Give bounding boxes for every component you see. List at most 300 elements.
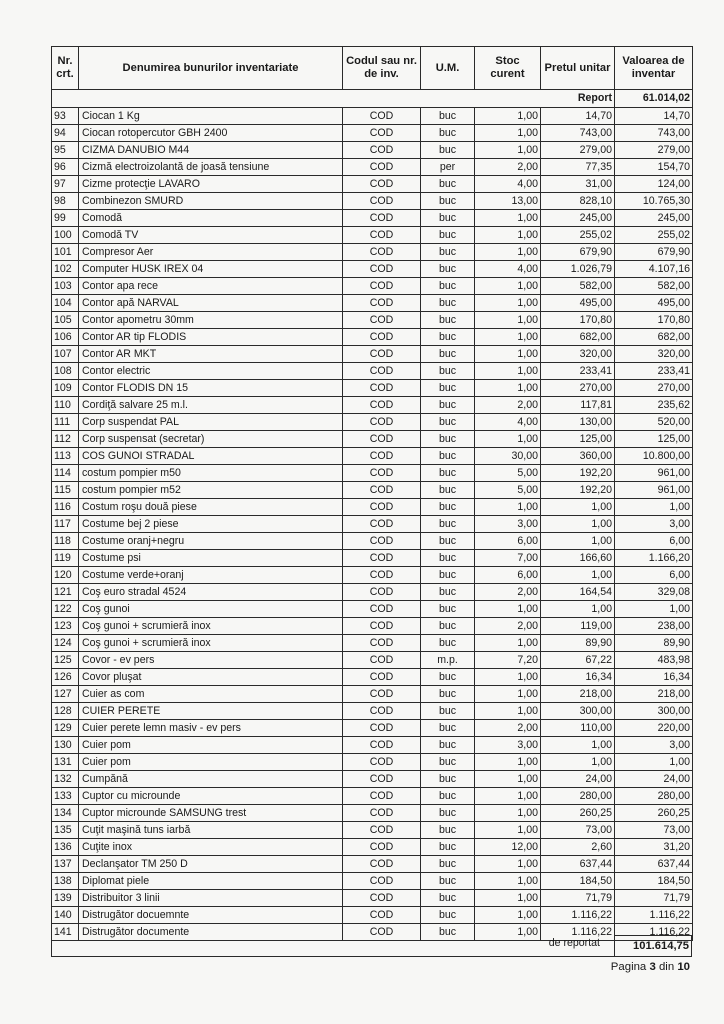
table-row bbox=[52, 839, 693, 856]
table-row bbox=[52, 397, 693, 414]
row-um: buc bbox=[421, 533, 475, 550]
row-valoare: 320,00 bbox=[615, 346, 693, 363]
row-pret: 125,00 bbox=[541, 431, 615, 448]
row-pret: 280,00 bbox=[541, 788, 615, 805]
table-row bbox=[52, 652, 693, 669]
row-denumire: Covor - ev pers bbox=[79, 652, 343, 669]
row-valoare: 238,00 bbox=[615, 618, 693, 635]
row-nr: 120 bbox=[52, 567, 79, 584]
row-nr: 102 bbox=[52, 261, 79, 278]
page-total: 10 bbox=[677, 961, 690, 973]
row-valoare: 124,00 bbox=[615, 176, 693, 193]
row-valoare: 961,00 bbox=[615, 465, 693, 482]
row-denumire: Contor apă NARVAL bbox=[79, 295, 343, 312]
header-um: U.M. bbox=[421, 47, 475, 90]
row-pret: 166,60 bbox=[541, 550, 615, 567]
table-row bbox=[52, 873, 693, 890]
row-um: buc bbox=[421, 686, 475, 703]
row-denumire: Declanşator TM 250 D bbox=[79, 856, 343, 873]
table-row bbox=[52, 278, 693, 295]
table-row bbox=[52, 346, 693, 363]
row-denumire: Cuţit maşină tuns iarbă bbox=[79, 822, 343, 839]
row-cod: COD bbox=[343, 635, 421, 652]
row-cod: COD bbox=[343, 482, 421, 499]
row-denumire: Cuier as com bbox=[79, 686, 343, 703]
row-cod: COD bbox=[343, 618, 421, 635]
row-valoare: 10.800,00 bbox=[615, 448, 693, 465]
row-stoc: 1,00 bbox=[475, 907, 541, 924]
row-um: buc bbox=[421, 635, 475, 652]
row-cod: COD bbox=[343, 380, 421, 397]
table-row bbox=[52, 754, 693, 771]
row-denumire: Cuţite inox bbox=[79, 839, 343, 856]
row-nr: 93 bbox=[52, 108, 79, 125]
row-denumire: Cizme protecţie LAVARO bbox=[79, 176, 343, 193]
page-current: 3 bbox=[649, 961, 656, 973]
row-stoc: 7,00 bbox=[475, 550, 541, 567]
row-nr: 124 bbox=[52, 635, 79, 652]
row-stoc: 1,00 bbox=[475, 346, 541, 363]
row-valoare: 71,79 bbox=[615, 890, 693, 907]
row-um: buc bbox=[421, 567, 475, 584]
row-stoc: 1,00 bbox=[475, 754, 541, 771]
row-um: buc bbox=[421, 278, 475, 295]
table-row bbox=[52, 193, 693, 210]
row-stoc: 30,00 bbox=[475, 448, 541, 465]
table-row bbox=[52, 431, 693, 448]
row-stoc: 1,00 bbox=[475, 244, 541, 261]
row-cod: COD bbox=[343, 771, 421, 788]
row-stoc: 1,00 bbox=[475, 312, 541, 329]
row-pret: 192,20 bbox=[541, 465, 615, 482]
row-cod: COD bbox=[343, 822, 421, 839]
table-row bbox=[52, 584, 693, 601]
row-denumire: Cuier pom bbox=[79, 754, 343, 771]
row-valoare: 245,00 bbox=[615, 210, 693, 227]
row-pret: 1,00 bbox=[541, 499, 615, 516]
table-row bbox=[52, 737, 693, 754]
row-stoc: 4,00 bbox=[475, 261, 541, 278]
inventory-sheet bbox=[51, 46, 692, 941]
row-nr: 119 bbox=[52, 550, 79, 567]
row-denumire: Cizmă electroizolantă de joasă tensiune bbox=[79, 159, 343, 176]
row-nr: 122 bbox=[52, 601, 79, 618]
row-pret: 117,81 bbox=[541, 397, 615, 414]
row-denumire: costum pompier m50 bbox=[79, 465, 343, 482]
row-denumire: Contor AR MKT bbox=[79, 346, 343, 363]
row-cod: COD bbox=[343, 856, 421, 873]
table-row bbox=[52, 227, 693, 244]
row-valoare: 24,00 bbox=[615, 771, 693, 788]
row-um: m.p. bbox=[421, 652, 475, 669]
row-denumire: Computer HUSK IREX 04 bbox=[79, 261, 343, 278]
row-pret: 130,00 bbox=[541, 414, 615, 431]
table-row bbox=[52, 125, 693, 142]
row-stoc: 3,00 bbox=[475, 737, 541, 754]
row-um: buc bbox=[421, 397, 475, 414]
table-row bbox=[52, 465, 693, 482]
row-stoc: 1,00 bbox=[475, 788, 541, 805]
row-um: buc bbox=[421, 924, 475, 941]
row-um: buc bbox=[421, 431, 475, 448]
row-pret: 89,90 bbox=[541, 635, 615, 652]
row-nr: 106 bbox=[52, 329, 79, 346]
row-valoare: 1,00 bbox=[615, 499, 693, 516]
row-stoc: 1,00 bbox=[475, 771, 541, 788]
row-um: buc bbox=[421, 788, 475, 805]
row-pret: 16,34 bbox=[541, 669, 615, 686]
row-um: buc bbox=[421, 703, 475, 720]
row-cod: COD bbox=[343, 210, 421, 227]
row-um: buc bbox=[421, 737, 475, 754]
row-nr: 114 bbox=[52, 465, 79, 482]
row-nr: 141 bbox=[52, 924, 79, 941]
row-valoare: 1.166,20 bbox=[615, 550, 693, 567]
row-pret: 300,00 bbox=[541, 703, 615, 720]
row-cod: COD bbox=[343, 669, 421, 686]
row-valoare: 743,00 bbox=[615, 125, 693, 142]
row-nr: 111 bbox=[52, 414, 79, 431]
row-valoare: 270,00 bbox=[615, 380, 693, 397]
row-um: buc bbox=[421, 601, 475, 618]
row-cod: COD bbox=[343, 363, 421, 380]
row-nr: 127 bbox=[52, 686, 79, 703]
header-pret: Pretul unitar bbox=[541, 47, 615, 90]
row-um: buc bbox=[421, 754, 475, 771]
header-valoare: Valoarea de inventar bbox=[615, 47, 693, 90]
header-denumire: Denumirea bunurilor inventariate bbox=[79, 47, 343, 90]
table-row bbox=[52, 108, 693, 125]
row-cod: COD bbox=[343, 516, 421, 533]
row-stoc: 6,00 bbox=[475, 567, 541, 584]
row-nr: 99 bbox=[52, 210, 79, 227]
row-pret: 255,02 bbox=[541, 227, 615, 244]
row-um: buc bbox=[421, 346, 475, 363]
row-stoc: 1,00 bbox=[475, 295, 541, 312]
row-pret: 110,00 bbox=[541, 720, 615, 737]
row-um: buc bbox=[421, 516, 475, 533]
row-pret: 24,00 bbox=[541, 771, 615, 788]
row-um: buc bbox=[421, 669, 475, 686]
row-cod: COD bbox=[343, 499, 421, 516]
row-denumire: Cumpănă bbox=[79, 771, 343, 788]
row-nr: 133 bbox=[52, 788, 79, 805]
row-valoare: 637,44 bbox=[615, 856, 693, 873]
row-um: buc bbox=[421, 771, 475, 788]
row-cod: COD bbox=[343, 873, 421, 890]
row-nr: 121 bbox=[52, 584, 79, 601]
row-cod: COD bbox=[343, 703, 421, 720]
row-um: buc bbox=[421, 295, 475, 312]
de-reportat-value: 101.614,75 bbox=[614, 935, 692, 957]
row-stoc: 13,00 bbox=[475, 193, 541, 210]
row-stoc: 1,00 bbox=[475, 805, 541, 822]
row-pret: 1,00 bbox=[541, 601, 615, 618]
row-valoare: 679,90 bbox=[615, 244, 693, 261]
row-um: buc bbox=[421, 856, 475, 873]
row-pret: 73,00 bbox=[541, 822, 615, 839]
table-row bbox=[52, 533, 693, 550]
table-row bbox=[52, 669, 693, 686]
table-footer bbox=[51, 935, 692, 958]
row-cod: COD bbox=[343, 431, 421, 448]
row-um: buc bbox=[421, 482, 475, 499]
row-stoc: 1,00 bbox=[475, 686, 541, 703]
row-nr: 101 bbox=[52, 244, 79, 261]
table-header-row bbox=[52, 47, 693, 90]
row-denumire: Distribuitor 3 linii bbox=[79, 890, 343, 907]
row-valoare: 280,00 bbox=[615, 788, 693, 805]
row-valoare: 235,62 bbox=[615, 397, 693, 414]
page-label: Pagina bbox=[610, 961, 647, 973]
row-pret: 31,00 bbox=[541, 176, 615, 193]
row-pret: 164,54 bbox=[541, 584, 615, 601]
row-nr: 95 bbox=[52, 142, 79, 159]
row-stoc: 1,00 bbox=[475, 227, 541, 244]
row-um: buc bbox=[421, 363, 475, 380]
row-pret: 679,90 bbox=[541, 244, 615, 261]
row-pret: 1,00 bbox=[541, 516, 615, 533]
row-nr: 109 bbox=[52, 380, 79, 397]
row-um: buc bbox=[421, 261, 475, 278]
row-stoc: 1,00 bbox=[475, 431, 541, 448]
row-valoare: 89,90 bbox=[615, 635, 693, 652]
row-um: buc bbox=[421, 839, 475, 856]
row-pret: 170,80 bbox=[541, 312, 615, 329]
row-denumire: Costume bej 2 piese bbox=[79, 516, 343, 533]
row-stoc: 6,00 bbox=[475, 533, 541, 550]
row-um: buc bbox=[421, 890, 475, 907]
page-of: din bbox=[658, 961, 675, 973]
row-nr: 94 bbox=[52, 125, 79, 142]
row-stoc: 2,00 bbox=[475, 397, 541, 414]
row-nr: 113 bbox=[52, 448, 79, 465]
row-valoare: 6,00 bbox=[615, 567, 693, 584]
row-um: buc bbox=[421, 380, 475, 397]
row-pret: 1,00 bbox=[541, 754, 615, 771]
row-valoare: 184,50 bbox=[615, 873, 693, 890]
row-cod: COD bbox=[343, 890, 421, 907]
row-valoare: 582,00 bbox=[615, 278, 693, 295]
row-stoc: 2,00 bbox=[475, 159, 541, 176]
table-row bbox=[52, 890, 693, 907]
row-um: buc bbox=[421, 618, 475, 635]
row-pret: 1,00 bbox=[541, 533, 615, 550]
row-denumire: Cuptor microunde SAMSUNG trest bbox=[79, 805, 343, 822]
row-nr: 115 bbox=[52, 482, 79, 499]
row-denumire: Covor pluşat bbox=[79, 669, 343, 686]
row-cod: COD bbox=[343, 125, 421, 142]
row-valoare: 1,00 bbox=[615, 754, 693, 771]
row-cod: COD bbox=[343, 686, 421, 703]
row-pret: 1,00 bbox=[541, 737, 615, 754]
row-pret: 14,70 bbox=[541, 108, 615, 125]
row-um: buc bbox=[421, 499, 475, 516]
row-um: buc bbox=[421, 142, 475, 159]
row-valoare: 218,00 bbox=[615, 686, 693, 703]
row-pret: 192,20 bbox=[541, 482, 615, 499]
row-um: buc bbox=[421, 873, 475, 890]
row-nr: 100 bbox=[52, 227, 79, 244]
row-um: buc bbox=[421, 244, 475, 261]
row-um: buc bbox=[421, 822, 475, 839]
row-um: buc bbox=[421, 414, 475, 431]
row-valoare: 300,00 bbox=[615, 703, 693, 720]
table-row bbox=[52, 856, 693, 873]
row-denumire: Comodă bbox=[79, 210, 343, 227]
table-row bbox=[52, 822, 693, 839]
row-nr: 125 bbox=[52, 652, 79, 669]
report-label: Report bbox=[541, 90, 615, 108]
row-denumire: Corp suspensat (secretar) bbox=[79, 431, 343, 448]
row-pret: 828,10 bbox=[541, 193, 615, 210]
table-row bbox=[52, 601, 693, 618]
row-stoc: 12,00 bbox=[475, 839, 541, 856]
row-denumire: Diplomat piele bbox=[79, 873, 343, 890]
inventory-table bbox=[51, 46, 693, 941]
row-pret: 260,25 bbox=[541, 805, 615, 822]
row-stoc: 1,00 bbox=[475, 108, 541, 125]
row-stoc: 1,00 bbox=[475, 873, 541, 890]
row-stoc: 1,00 bbox=[475, 924, 541, 941]
row-cod: COD bbox=[343, 788, 421, 805]
row-stoc: 1,00 bbox=[475, 380, 541, 397]
row-nr: 117 bbox=[52, 516, 79, 533]
row-pret: 360,00 bbox=[541, 448, 615, 465]
row-um: buc bbox=[421, 193, 475, 210]
row-nr: 136 bbox=[52, 839, 79, 856]
row-cod: COD bbox=[343, 550, 421, 567]
row-um: buc bbox=[421, 108, 475, 125]
row-stoc: 1,00 bbox=[475, 856, 541, 873]
row-denumire: Cuier perete lemn masiv - ev pers bbox=[79, 720, 343, 737]
row-pret: 1.116,22 bbox=[541, 924, 615, 941]
table-row bbox=[52, 618, 693, 635]
table-row bbox=[52, 414, 693, 431]
table-row bbox=[52, 363, 693, 380]
row-denumire: Distrugător documente bbox=[79, 924, 343, 941]
row-denumire: Comodă TV bbox=[79, 227, 343, 244]
row-cod: COD bbox=[343, 907, 421, 924]
row-denumire: Compresor Aer bbox=[79, 244, 343, 261]
row-stoc: 1,00 bbox=[475, 329, 541, 346]
row-denumire: Coş gunoi bbox=[79, 601, 343, 618]
table-row bbox=[52, 482, 693, 499]
row-denumire: costum pompier m52 bbox=[79, 482, 343, 499]
row-um: buc bbox=[421, 329, 475, 346]
row-denumire: Cordiţă salvare 25 m.l. bbox=[79, 397, 343, 414]
row-stoc: 2,00 bbox=[475, 618, 541, 635]
table-row bbox=[52, 805, 693, 822]
table-row bbox=[52, 448, 693, 465]
row-denumire: Contor apa rece bbox=[79, 278, 343, 295]
row-cod: COD bbox=[343, 533, 421, 550]
row-pret: 1.026,79 bbox=[541, 261, 615, 278]
row-nr: 137 bbox=[52, 856, 79, 873]
row-denumire: Coş euro stradal 4524 bbox=[79, 584, 343, 601]
row-valoare: 1.116,22 bbox=[615, 924, 693, 941]
row-nr: 110 bbox=[52, 397, 79, 414]
row-denumire: Contor electric bbox=[79, 363, 343, 380]
row-pret: 233,41 bbox=[541, 363, 615, 380]
table-row bbox=[52, 686, 693, 703]
row-valoare: 6,00 bbox=[615, 533, 693, 550]
row-stoc: 1,00 bbox=[475, 601, 541, 618]
row-cod: COD bbox=[343, 567, 421, 584]
row-denumire: Contor FLODIS DN 15 bbox=[79, 380, 343, 397]
row-pret: 71,79 bbox=[541, 890, 615, 907]
row-denumire: Cuptor cu microunde bbox=[79, 788, 343, 805]
row-pret: 245,00 bbox=[541, 210, 615, 227]
table-row bbox=[52, 771, 693, 788]
row-valoare: 3,00 bbox=[615, 737, 693, 754]
row-denumire: Ciocan 1 Kg bbox=[79, 108, 343, 125]
row-cod: COD bbox=[343, 720, 421, 737]
row-stoc: 1,00 bbox=[475, 890, 541, 907]
row-pret: 495,00 bbox=[541, 295, 615, 312]
header-stoc: Stoc curent bbox=[475, 47, 541, 90]
table-row bbox=[52, 550, 693, 567]
row-stoc: 2,00 bbox=[475, 584, 541, 601]
row-denumire: CUIER PERETE bbox=[79, 703, 343, 720]
row-nr: 107 bbox=[52, 346, 79, 363]
row-nr: 128 bbox=[52, 703, 79, 720]
row-um: buc bbox=[421, 720, 475, 737]
row-um: buc bbox=[421, 210, 475, 227]
row-stoc: 2,00 bbox=[475, 720, 541, 737]
row-stoc: 1,00 bbox=[475, 822, 541, 839]
row-nr: 134 bbox=[52, 805, 79, 822]
row-stoc: 4,00 bbox=[475, 414, 541, 431]
row-pret: 320,00 bbox=[541, 346, 615, 363]
row-nr: 139 bbox=[52, 890, 79, 907]
row-cod: COD bbox=[343, 397, 421, 414]
row-valoare: 1.116,22 bbox=[615, 907, 693, 924]
row-denumire: Combinezon SMURD bbox=[79, 193, 343, 210]
row-um: buc bbox=[421, 125, 475, 142]
table-row bbox=[52, 210, 693, 227]
row-valoare: 4.107,16 bbox=[615, 261, 693, 278]
row-cod: COD bbox=[343, 261, 421, 278]
row-pret: 119,00 bbox=[541, 618, 615, 635]
row-cod: COD bbox=[343, 295, 421, 312]
row-stoc: 1,00 bbox=[475, 278, 541, 295]
row-valoare: 125,00 bbox=[615, 431, 693, 448]
row-cod: COD bbox=[343, 414, 421, 431]
row-denumire: Coş gunoi + scrumieră inox bbox=[79, 618, 343, 635]
row-cod: COD bbox=[343, 448, 421, 465]
row-cod: COD bbox=[343, 108, 421, 125]
table-row bbox=[52, 295, 693, 312]
row-nr: 126 bbox=[52, 669, 79, 686]
row-cod: COD bbox=[343, 227, 421, 244]
row-valoare: 154,70 bbox=[615, 159, 693, 176]
row-um: buc bbox=[421, 448, 475, 465]
row-valoare: 170,80 bbox=[615, 312, 693, 329]
header-nr: Nr. crt. bbox=[52, 47, 79, 90]
row-um: per bbox=[421, 159, 475, 176]
row-nr: 123 bbox=[52, 618, 79, 635]
row-valoare: 73,00 bbox=[615, 822, 693, 839]
table-row bbox=[52, 703, 693, 720]
page-number bbox=[611, 961, 690, 973]
row-denumire: Costum roşu două piese bbox=[79, 499, 343, 516]
row-stoc: 1,00 bbox=[475, 703, 541, 720]
row-valoare: 483,98 bbox=[615, 652, 693, 669]
row-stoc: 5,00 bbox=[475, 482, 541, 499]
row-nr: 132 bbox=[52, 771, 79, 788]
table-row bbox=[52, 176, 693, 193]
